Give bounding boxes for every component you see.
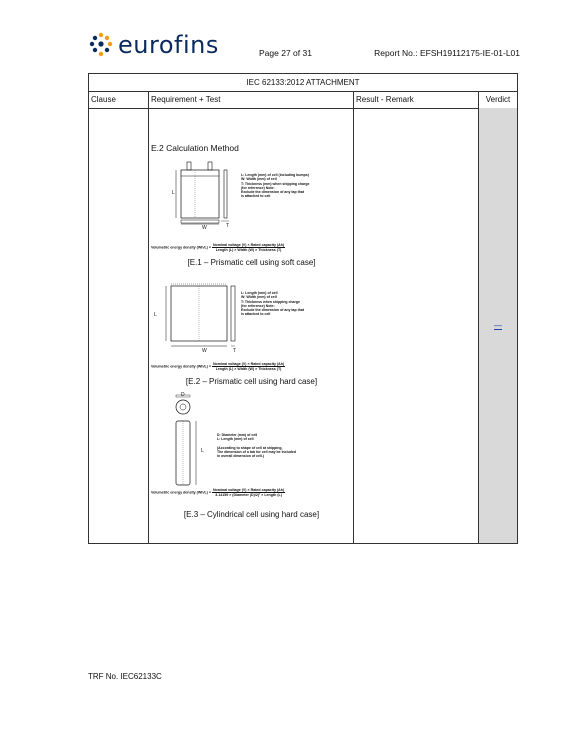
page-header [88, 30, 520, 64]
table-header-row [89, 91, 517, 109]
soft-case-notes: L: Length (mm) of cell (including bumps) W: Width (mm) of cell T: Thickness (mm) when shipping charge (for reference) Note: Exclude the dimension of any tap that is attached to cell [241, 173, 310, 199]
attachment-table [88, 73, 518, 544]
verdict-cell [479, 108, 517, 543]
header-clause: Clause [89, 91, 149, 108]
page-number: Page 27 of 31 [259, 48, 312, 58]
dim-label-l-3: L [201, 448, 204, 454]
formula-left: Volumetric energy density (Wh/L) = [151, 490, 211, 495]
report-number: Report No.: EFSH19112175-IE-01-L01 [374, 48, 520, 58]
formula-numerator: Nominal voltage (V) × Rated capacity (Ah) [212, 362, 285, 366]
table-row [89, 108, 517, 543]
cylindrical-cell-drawing [171, 391, 211, 491]
dim-label-t-2: T [233, 348, 237, 354]
section-title: E.2 Calculation Method [151, 143, 239, 153]
dim-label-d: D [181, 392, 185, 398]
hard-case-formula [151, 362, 285, 371]
header-verdict: Verdict [485, 95, 511, 104]
dim-label-w-2: W [202, 348, 207, 354]
dim-label-l-2: L [154, 312, 157, 318]
hard-case-notes: L: Length (mm) of cell W: Width (mm) of cell T: Thickness when shipping charge (for reference) Note: Exclude the dimension of any tap that is attached to cell [241, 291, 305, 317]
fig-caption-soft-case: [E.1 – Prismatic cell using soft case] [187, 258, 316, 267]
formula-denominator: Length (L) × Width (W) × Thickness (T) [215, 248, 282, 253]
table-title: IEC 62133:2012 ATTACHMENT [89, 74, 517, 92]
requirement-cell [149, 108, 354, 543]
result-cell [354, 108, 479, 543]
cylindrical-formula [151, 488, 285, 497]
formula-numerator: Nominal voltage (V) × Rated capacity (Ah) [212, 243, 285, 247]
formula-numerator: Nominal voltage (V) × Rated capacity (Ah) [212, 488, 285, 492]
formula-left: Volumetric energy density (Wh/L) = [151, 245, 211, 250]
dim-label-l: L [172, 190, 175, 196]
fig-caption-hard-case: [E.2 – Prismatic cell using hard case] [185, 377, 318, 386]
logo-text: eurofins [118, 31, 219, 59]
hard-case-cell-drawing [159, 276, 239, 356]
header-result: Result - Remark [354, 91, 479, 108]
dim-label-t: T [226, 223, 230, 229]
dim-label-w: W [202, 225, 207, 231]
verdict-value: — [494, 321, 502, 330]
formula-denominator: Length (L) × Width (W) × Thickness (T) [215, 367, 282, 372]
clause-cell [89, 108, 149, 543]
soft-case-formula [151, 243, 285, 252]
formula-left: Volumetric energy density (Wh/L) = [151, 364, 211, 369]
cylindrical-notes: D: Diameter (mm) of cell L: Length (mm) of cell (According to shape of cell at shipping, The dimension of a tab for cell may be included in overall dimension of cell.) [217, 433, 296, 459]
header-requirement: Requirement + Test [149, 91, 354, 108]
eurofins-dots-icon [88, 32, 114, 58]
formula-denominator: 3.14159 × (Diameter (D)/2)² × Length (L) [215, 493, 282, 498]
eurofins-logo [88, 30, 219, 60]
trf-number: TRF No. IEC62133C [88, 672, 162, 681]
fig-caption-cylindrical: [E.3 – Cylindrical cell using hard case] [183, 510, 320, 519]
